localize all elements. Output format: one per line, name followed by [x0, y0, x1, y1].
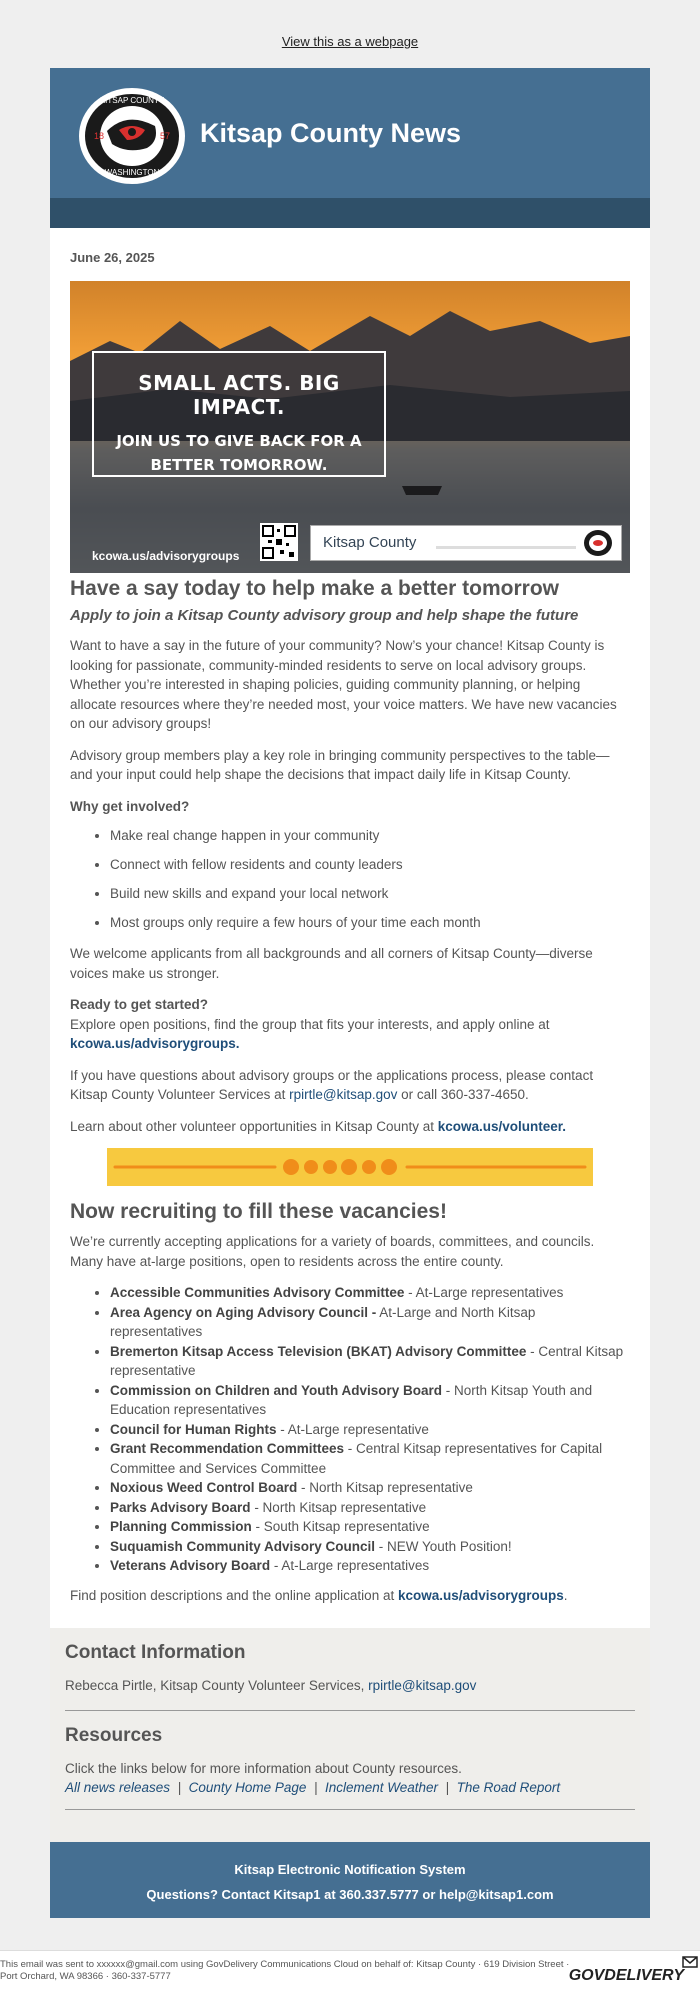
article-subtitle: Apply to join a Kitsap County advisory group and help shape the future [70, 607, 579, 624]
hero-badge-text: Kitsap County [323, 534, 417, 551]
footer-notification-bar [50, 1842, 650, 1918]
footer-email-link[interactable]: help@kitsap1.com [439, 1887, 554, 1902]
list-item: • Veterans Advisory Board - At-Large representatives [110, 1556, 630, 1576]
find-paragraph [70, 1586, 630, 1606]
list-item: • Parks Advisory Board - North Kitsap representative [110, 1498, 630, 1518]
list-item: • Grant Recommendation Committees - Central Kitsap representatives for Capital Committee and Services Committee [110, 1439, 630, 1478]
kitsap-county-seal-logo [77, 86, 187, 186]
badge-decor-line [436, 546, 576, 549]
seal-left-number: 18 [94, 131, 105, 141]
questions-phone-text: or call 360-337-4650. [401, 1087, 529, 1102]
find-advisory-groups-link[interactable]: kcowa.us/advisorygroups [397, 1587, 564, 1603]
footer-info-section [50, 1628, 650, 1842]
contact-title: Contact Information [65, 1642, 246, 1663]
header-band [50, 198, 650, 228]
link-county-home-page[interactable]: County Home Page [188, 1780, 307, 1795]
list-item: • Make real change happen in your community [110, 828, 630, 844]
envelope-icon [682, 1955, 698, 1969]
ready-text: Explore open positions, find the group that fits your interests, and apply online at [70, 1016, 550, 1032]
questions-paragraph [70, 1066, 630, 1105]
separator: | [177, 1780, 182, 1795]
learn-text: Learn about other volunteer opportunities in Kitsap County at [70, 1118, 434, 1134]
article-title: Have a say today to help make a better tomorrow [70, 577, 559, 600]
divider [65, 1710, 635, 1711]
find-end: . [563, 1587, 568, 1603]
list-item: • Planning Commission - South Kitsap representative [110, 1517, 630, 1537]
contact-text: Rebecca Pirtle, Kitsap County Volunteer Services, [65, 1678, 365, 1693]
volunteer-email-link[interactable]: rpirtle@kitsap.gov [289, 1087, 398, 1102]
footer-contact-text: Questions? Contact Kitsap1 at 360.337.5777 or [146, 1887, 436, 1902]
paragraph-role: Advisory group members play a key role in bringing community perspectives to the table—and your input could help shape the decisions that impact daily life in Kitsap County. [70, 747, 610, 782]
seal-bottom-text: WASHINGTON [104, 168, 160, 177]
separator: | [313, 1780, 318, 1795]
hero-text-box [92, 351, 386, 477]
resources-intro: Click the links below for more information about County resources. [65, 1760, 462, 1776]
recruit-title: Now recruiting to fill these vacancies! [70, 1200, 447, 1223]
link-road-report[interactable]: The Road Report [456, 1780, 561, 1795]
govdelivery-logo: GOVDELIVERY [568, 1967, 684, 1984]
delivery-notice: This email was sent to xxxxxx@gmail.com using GovDelivery Communications Cloud on behalf of: Kitsap County · 619 Division Street · Port Orchard, WA 98366 · 360-337-5777 [0, 1959, 570, 1982]
link-all-news-releases[interactable]: All news releases [65, 1780, 171, 1795]
publish-date: June 26, 2025 [70, 250, 155, 265]
main-content [50, 228, 650, 1633]
list-item: • Accessible Communities Advisory Committee - At-Large representatives [110, 1283, 630, 1303]
hero-url-text: kcowa.us/advisorygroups [92, 549, 240, 563]
hero-subline: JOIN US TO GIVE BACK FOR A BETTER TOMORROW. [116, 432, 362, 474]
list-item: • Area Agency on Aging Advisory Council - At-Large and North Kitsap representatives [110, 1303, 630, 1342]
list-item: • Commission on Children and Youth Advisory Board - North Kitsap Youth and Education representatives [110, 1381, 630, 1420]
resources-links [65, 1780, 635, 1795]
advisory-groups-link[interactable]: kcowa.us/advisorygroups. [70, 1036, 240, 1051]
ready-block [70, 995, 630, 1054]
why-list [70, 828, 630, 931]
recruit-intro: We’re currently accepting applications for a variety of boards, committees, and councils. Many have at-large positions, open to residents across the entire county. [70, 1234, 595, 1269]
hero-county-badge [310, 525, 622, 561]
list-item: • Noxious Weed Control Board - North Kitsap representative [110, 1478, 630, 1498]
footer-contact-line [50, 1887, 650, 1902]
questions-text: If you have questions about advisory groups or the applications process, please contact Kitsap County Volunteer Services at [70, 1067, 594, 1102]
list-item: • Council for Human Rights - At-Large representative [110, 1420, 630, 1440]
view-as-webpage-link[interactable]: View this as a webpage [281, 34, 419, 49]
decorative-divider [107, 1148, 593, 1186]
seal-right-number: 57 [160, 131, 171, 141]
divider [65, 1809, 635, 1810]
newsletter-title: Kitsap County News [200, 118, 462, 148]
seal-top-text: KITSAP COUNTY [99, 96, 165, 105]
separator: | [445, 1780, 450, 1795]
list-item: • Most groups only require a few hours of your time each month [110, 915, 630, 931]
learn-paragraph [70, 1117, 630, 1137]
contact-line [65, 1676, 635, 1696]
qr-code-icon [260, 523, 298, 561]
paragraph-welcome: We welcome applicants from all backgrounds and all corners of Kitsap County—diverse voices make us stronger. [70, 946, 593, 981]
email-container [50, 68, 650, 1633]
resources-title: Resources [65, 1724, 163, 1746]
govdelivery-bar [0, 1950, 700, 1989]
vacancies-list [70, 1283, 630, 1576]
list-item: • Build new skills and expand your local network [110, 886, 630, 902]
hero-banner-image [70, 281, 630, 573]
find-text: Find position descriptions and the online application at [70, 1587, 395, 1603]
why-heading: Why get involved? [70, 798, 190, 814]
badge-seal-icon [583, 529, 613, 557]
ready-heading: Ready to get started? [70, 997, 209, 1012]
contact-email-link[interactable]: rpirtle@kitsap.gov [368, 1678, 477, 1693]
hero-headline: SMALL ACTS. BIG IMPACT. [138, 371, 340, 419]
paragraph-intro: Want to have a say in the future of your community? Now’s your chance! Kitsap County is looking for passionate, community-minded residents to serve on local advisory groups. Whether you’re interested in shaping policies, guiding community planning, or helping allocate resources where they’re needed most, your voice matters. We have new vacancies on our advisory groups! [70, 638, 617, 731]
volunteer-link[interactable]: kcowa.us/volunteer. [437, 1118, 567, 1134]
footer-system-name: Kitsap Electronic Notification System [234, 1862, 466, 1877]
list-item: • Connect with fellow residents and county leaders [110, 857, 630, 873]
header [50, 68, 650, 198]
link-inclement-weather[interactable]: Inclement Weather [324, 1780, 439, 1795]
list-item: • Suquamish Community Advisory Council - NEW Youth Position! [110, 1537, 630, 1557]
list-item: • Bremerton Kitsap Access Television (BKAT) Advisory Committee - Central Kitsap representative [110, 1342, 630, 1381]
